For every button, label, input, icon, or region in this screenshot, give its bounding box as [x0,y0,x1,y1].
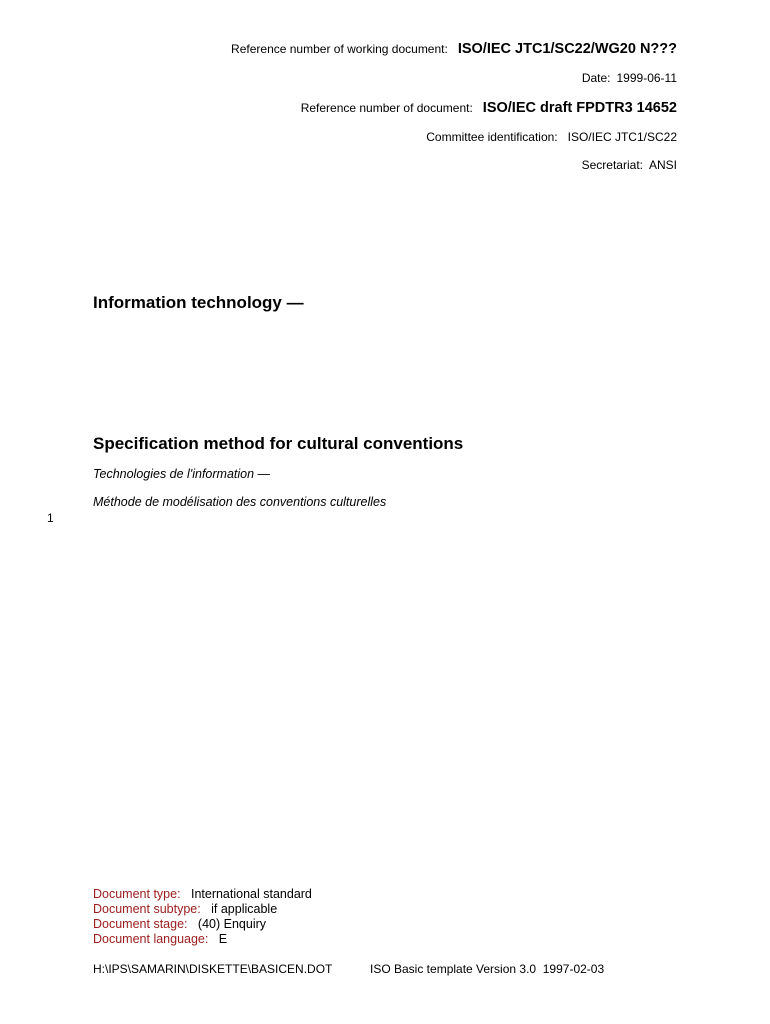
document-type-value: International standard [190,887,312,901]
main-title: Information technology — [93,293,304,312]
secretariat-label: Secretariat: [581,158,643,172]
working-doc-value: ISO/IEC JTC1/SC22/WG20 N??? [457,41,677,57]
document-subtype-value: if applicable [211,902,278,916]
margin-number: 1 [47,511,54,525]
document-reference [301,99,677,117]
footer-template-version: ISO Basic template Version 3.0 1997-02-03 [370,962,605,976]
document-subtype-row [93,902,277,917]
footer-template-path: H:\IPS\SAMARIN\DISKETTE\BASICEN.DOT [93,962,333,976]
committee-row [426,130,677,144]
document-type-label: Document type: [93,887,181,901]
date-label: Date: [581,71,611,85]
document-stage-row [93,917,266,932]
doc-ref-value: ISO/IEC draft FPDTR3 14652 [482,100,677,116]
french-title-line-2: Méthode de modélisation des conventions culturelles [93,495,387,509]
date-row [582,71,677,85]
working-document-reference [231,40,677,58]
document-stage-label: Document stage: [93,917,188,931]
french-title-line-1: Technologies de l'information — [93,467,271,481]
secretariat-value: ANSI [648,158,677,172]
committee-value: ISO/IEC JTC1/SC22 [567,130,677,144]
doc-ref-label: Reference number of document: [300,101,473,115]
committee-label: Committee identification: [426,130,558,144]
sub-title: Specification method for cultural conventions [93,434,464,453]
document-subtype-label: Document subtype: [93,902,201,916]
document-type-row [93,887,312,902]
document-stage-value: (40) Enquiry [197,917,267,931]
date-value: 1999-06-11 [616,71,677,85]
secretariat-row [582,158,677,172]
document-language-value: E [218,932,228,946]
working-doc-label: Reference number of working document: [231,42,448,56]
document-language-label: Document language: [93,932,209,946]
document-language-row [93,932,227,947]
